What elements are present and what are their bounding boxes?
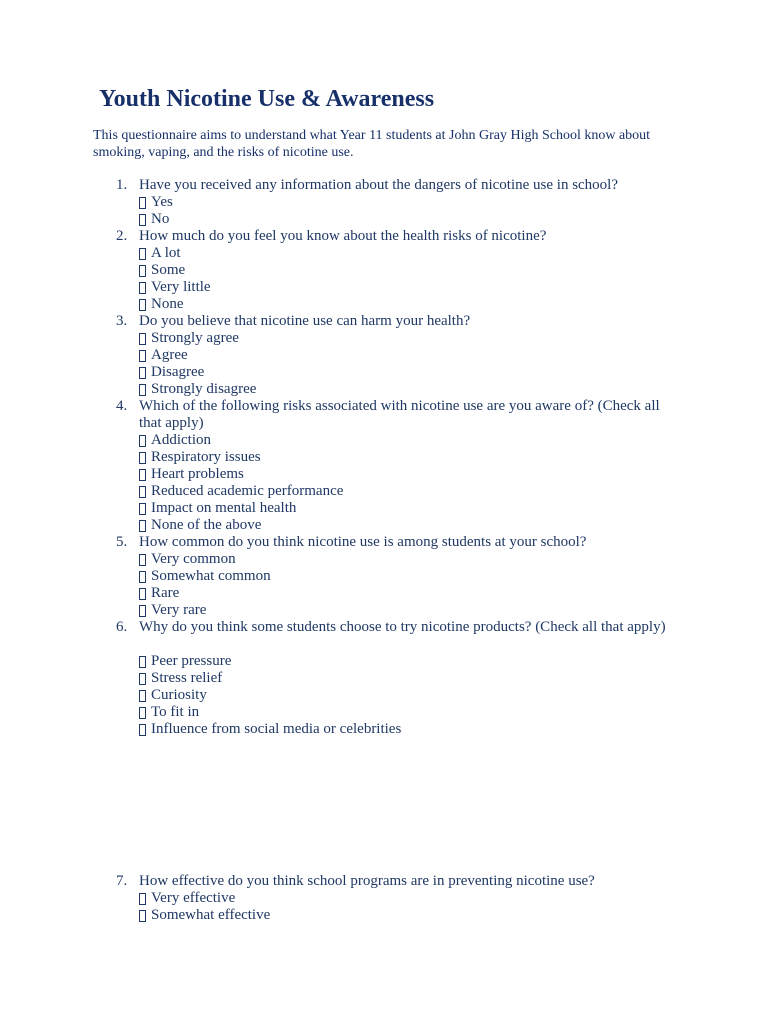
question-text: Why do you think some students choose to try nicotine products? (Check all that apply) [139,619,666,635]
option-label: Very little [151,279,211,295]
option-label: Peer pressure [151,653,232,669]
option-checkbox[interactable] [139,704,199,721]
option-label: Heart problems [151,466,244,482]
option-checkbox[interactable] [139,483,343,500]
option-checkbox[interactable] [139,381,256,398]
option-label: Disagree [151,364,205,380]
option-label: Respiratory issues [151,449,261,465]
intro-paragraph: This questionnaire aims to understand what Year 11 students at John Gray High School know about smoking, vaping, and the risks of nicotine use. [93,128,651,160]
checkbox-icon[interactable] [139,707,146,719]
option-checkbox[interactable] [139,670,222,687]
option-label: To fit in [151,704,200,720]
option-checkbox[interactable] [139,262,185,279]
option-checkbox[interactable] [139,907,270,924]
checkbox-icon[interactable] [139,299,146,311]
option-label: No [151,211,170,227]
option-checkbox[interactable] [139,330,239,347]
checkbox-icon[interactable] [139,605,146,617]
option-checkbox[interactable] [139,517,261,534]
question-text: How much do you feel you know about the health risks of nicotine? [139,228,547,244]
question-number: 1. [116,177,128,193]
option-checkbox[interactable] [139,211,169,228]
checkbox-icon[interactable] [139,690,146,702]
option-checkbox[interactable] [139,432,211,449]
option-label: Very rare [151,602,207,618]
option-label: Strongly agree [151,330,239,346]
option-label: None [151,296,184,312]
checkbox-icon[interactable] [139,282,146,294]
option-label: Some [151,262,186,278]
option-label: Very effective [151,890,236,906]
option-label: None of the above [151,517,262,533]
question-number: 2. [116,228,128,244]
page-title: Youth Nicotine Use & Awareness [99,86,435,112]
option-checkbox[interactable] [139,721,401,738]
option-label: Stress relief [151,670,223,686]
checkbox-icon[interactable] [139,520,146,532]
checkbox-icon[interactable] [139,367,146,379]
checkbox-icon[interactable] [139,469,146,481]
option-checkbox[interactable] [139,466,244,483]
question-number: 5. [116,534,128,550]
option-label: Somewhat effective [151,907,271,923]
option-checkbox[interactable] [139,449,261,466]
checkbox-icon[interactable] [139,588,146,600]
option-checkbox[interactable] [139,653,231,670]
checkbox-icon[interactable] [139,384,146,396]
option-checkbox[interactable] [139,568,271,585]
option-checkbox[interactable] [139,245,181,262]
checkbox-icon[interactable] [139,910,146,922]
question-number: 4. [116,398,128,414]
option-checkbox[interactable] [139,296,184,313]
question-text: Which of the following risks associated with nicotine use are you aware of? (Check all that apply) [139,398,660,431]
question-text: How effective do you think school programs are in preventing nicotine use? [139,873,595,889]
option-label: Reduced academic performance [151,483,344,499]
checkbox-icon[interactable] [139,265,146,277]
option-label: A lot [151,245,181,261]
option-label: Rare [151,585,180,601]
option-checkbox[interactable] [139,347,188,364]
option-checkbox[interactable] [139,500,296,517]
checkbox-icon[interactable] [139,197,146,209]
checkbox-icon[interactable] [139,248,146,260]
option-checkbox[interactable] [139,364,204,381]
question-text: How common do you think nicotine use is among students at your school? [139,534,587,550]
option-label: Very common [151,551,236,567]
option-checkbox[interactable] [139,890,235,907]
question-number: 3. [116,313,128,329]
option-checkbox[interactable] [139,602,206,619]
option-checkbox[interactable] [139,585,179,602]
option-label: Agree [151,347,188,363]
checkbox-icon[interactable] [139,333,146,345]
option-label: Yes [151,194,173,210]
checkbox-icon[interactable] [139,673,146,685]
option-checkbox[interactable] [139,279,211,296]
checkbox-icon[interactable] [139,893,146,905]
option-label: Addiction [151,432,211,448]
option-label: Strongly disagree [151,381,257,397]
checkbox-icon[interactable] [139,214,146,226]
option-label: Curiosity [151,687,207,703]
option-label: Impact on mental health [151,500,297,516]
question-number: 6. [116,619,128,635]
question-text: Do you believe that nicotine use can harm your health? [139,313,471,329]
option-label: Influence from social media or celebrities [151,721,402,737]
checkbox-icon[interactable] [139,350,146,362]
option-checkbox[interactable] [139,551,236,568]
option-checkbox[interactable] [139,194,173,211]
checkbox-icon[interactable] [139,486,146,498]
checkbox-icon[interactable] [139,554,146,566]
checkbox-icon[interactable] [139,571,146,583]
option-label: Somewhat common [151,568,271,584]
checkbox-icon[interactable] [139,724,146,736]
question-number: 7. [116,873,128,889]
question-text: Have you received any information about the dangers of nicotine use in school? [139,177,619,193]
checkbox-icon[interactable] [139,435,146,447]
checkbox-icon[interactable] [139,503,146,515]
checkbox-icon[interactable] [139,656,146,668]
option-checkbox[interactable] [139,687,207,704]
checkbox-icon[interactable] [139,452,146,464]
